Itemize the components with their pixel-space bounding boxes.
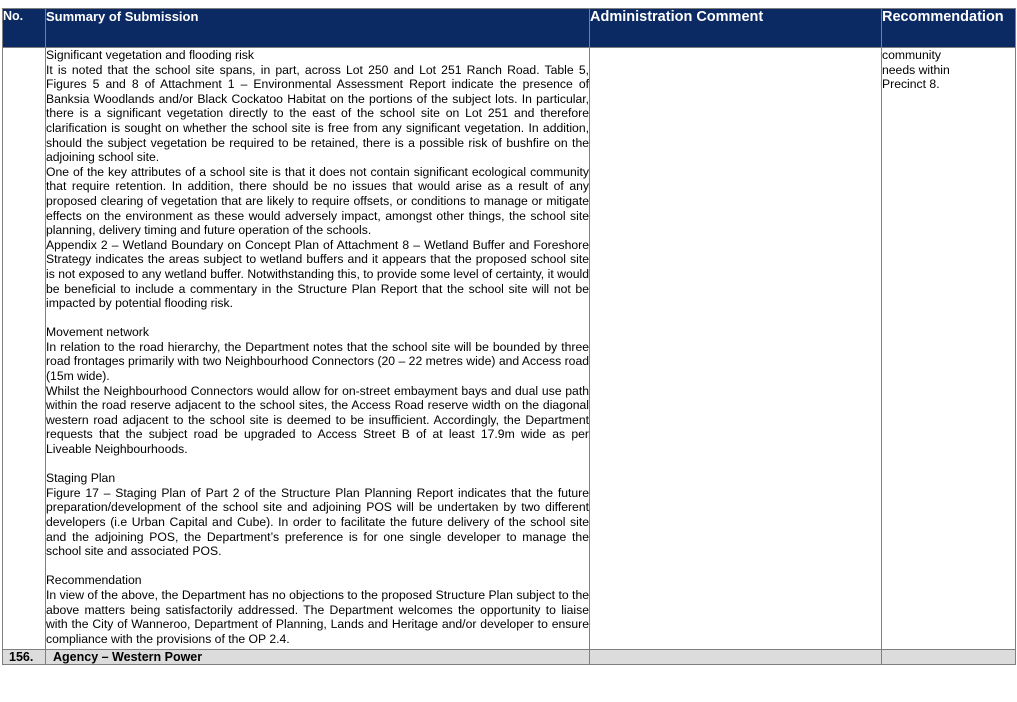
agency-row [3, 650, 1016, 665]
summary-paragraph: Whilst the Neighbourhood Connectors would allow for on-street embayment bays and dual use path within the road reserve adjacent to the school sites, the Access Road reserve width on the diagonal western road adjacent to the school site is deemed to be insufficient. Accordingly, the Department requests that the subject road be upgraded to Access Street B of at least 17.9m wide as per Liveable Neighbourhoods. [46, 383, 589, 457]
header-summary: Summary of Submission [46, 9, 590, 48]
agency-recommendation-cell [882, 650, 1016, 665]
row-number-cell [3, 48, 46, 650]
paragraph-gap [46, 457, 589, 472]
table-header-row [3, 9, 1016, 48]
agency-admin-cell [590, 650, 882, 665]
heading-staging: Staging Plan [46, 471, 116, 486]
header-admin-comment: Administration Comment [590, 9, 882, 48]
summary-paragraph: Figure 17 – Staging Plan of Part 2 of the Structure Plan Planning Report indicates that the future preparation/development of the school site and adjoining POS will be undertaken by two different developers (i.e Urban Capital and Cube). In order to facilitate the future delivery of the school site and the adjoining POS, the Department’s preference is for one single developer to manage the school site and associated POS. [46, 485, 589, 559]
header-no: No. [3, 9, 46, 48]
table-row [3, 48, 1016, 650]
paragraph-gap [46, 311, 589, 326]
agency-title: Agency – Western Power [46, 650, 590, 665]
recommendation-line: Precinct 8. [882, 77, 940, 92]
paragraph-gap [46, 559, 589, 574]
summary-paragraph: In relation to the road hierarchy, the Department notes that the school site will be bounded by three road frontages primarily with two Neighbourhood Connectors (20 – 22 metres wide) and Access road (15m wide). [46, 339, 589, 384]
agency-number: 156. [3, 650, 46, 665]
summary-paragraph: Appendix 2 – Wetland Boundary on Concept Plan of Attachment 8 – Wetland Buffer and Foreshore Strategy indicates the areas subject to wetland buffers and it appears that the proposed school site is not exposed to any wetland buffer. Notwithstanding this, to provide some level of certainty, it would be beneficial to include a commentary in the Structure Plan Report that the school site will not be impacted by potential flooding risk. [46, 237, 589, 311]
heading-vegetation: Significant vegetation and flooding risk [46, 48, 254, 62]
heading-recommendation: Recommendation [46, 573, 142, 588]
summary-paragraph: One of the key attributes of a school site is that it does not contain significant ecological community that require retention. In addition, there should be no issues that would arise as a result of any proposed clearing of vegetation that are likely to require offsets, or conditions to manage or mitigate effects on the environment as these would adversely impact, amongst other things, the school site planning, delivery timing and future operation of the schools. [46, 164, 589, 238]
summary-paragraph: It is noted that the school site spans, in part, across Lot 250 and Lot 251 Ranch Road. Table 5, Figures 5 and 8 of Attachment 1 – Environmental Assessment Report indicate the presence of Banksia Woodlands and/or Black Cockatoo Habitat on the portions of the subject lots. In particular, there is a significant vegetation directly to the east of the school site on Lot 251 and therefore clarification is sought on whether the school site is free from any significant vegetation. In addition, should the subject vegetation be required to be retained, there is a possible risk of bushfire on the adjoining school site. [46, 62, 589, 165]
submissions-table [2, 8, 1016, 665]
recommendation-line: community [882, 48, 941, 62]
header-recommendation: Recommendation [882, 9, 1016, 48]
summary-paragraph: In view of the above, the Department has no objections to the proposed Structure Plan subject to the above matters being satisfactorily addressed. The Department welcomes the opportunity to liaise with the City of Wanneroo, Department of Planning, Lands and Heritage and/or developer to ensure compliance with the provisions of the OP 2.4. [46, 587, 589, 646]
recommendation-cell [882, 48, 1016, 650]
admin-comment-cell [590, 48, 882, 650]
heading-movement: Movement network [46, 325, 149, 340]
summary-cell [46, 48, 590, 650]
recommendation-line: needs within [882, 62, 950, 77]
